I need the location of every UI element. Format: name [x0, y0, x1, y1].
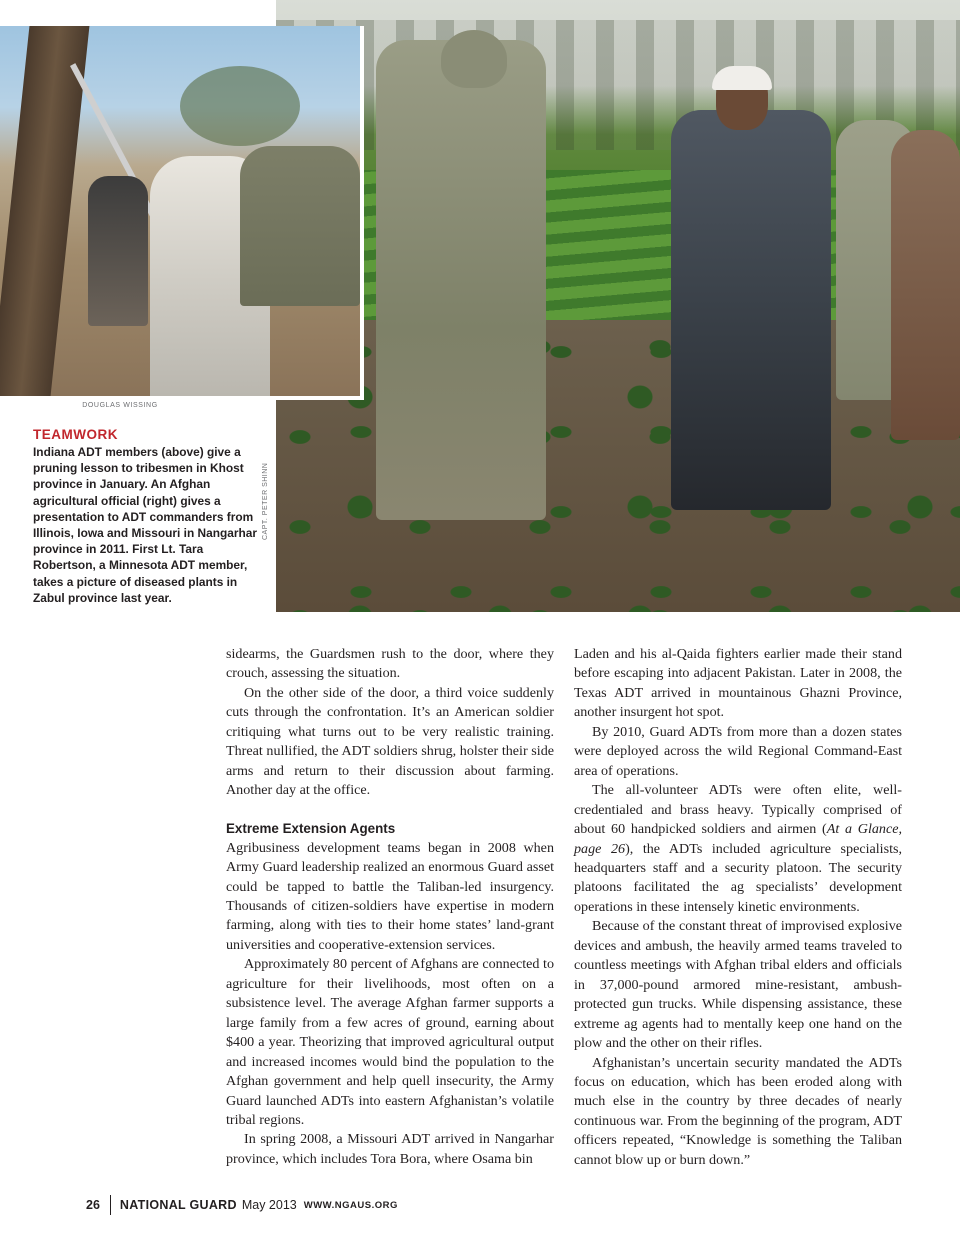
soldier-figure: [376, 40, 546, 520]
magazine-name: NATIONAL GUARD: [119, 1198, 237, 1212]
website-link[interactable]: WWW.NGAUS.ORG: [303, 1199, 398, 1211]
paragraph: On the other side of the door, a third voice suddenly cuts through the confrontation. It’s an American soldier critiquing what turns out to be very realistic training. Threat nullified, the ADT soldiers shrug, holster their side arms and return to their discussion about farming. Another day at the office.: [226, 684, 554, 799]
article-column-left: [226, 645, 554, 1169]
inset-soldiers: [240, 146, 360, 306]
caption-heading: TEAMWORK: [33, 427, 118, 442]
paragraph-text: ), the ADTs included agriculture specialists, headquarters staff and a security platoon. The security platoons facilitated the ag specialists’ development operations in these intensely kinetic environments.: [574, 840, 903, 915]
paragraph: In spring 2008, a Missouri ADT arrived in Nangarhar province, which includes Tora Bora, where Osama bin: [226, 1131, 554, 1167]
official-cap: [712, 66, 772, 90]
inset-tree-trunk: [0, 26, 89, 396]
section-heading: Extreme Extension Agents: [226, 820, 396, 836]
paragraph: Approximately 80 percent of Afghans are connected to agriculture for their livelihoods, most often on a subsistence level. The average Afghan farmer supports a large family from a few acres of ground, earning about $400 a year. Theorizing that improved agricultural output and increased incomes would bind the population to the Afghan government and help quell insecurity, the Army Guard launched ADTs into eastern Afghanistan’s volatile tribal regions.: [226, 956, 554, 1128]
paragraph: sidearms, the Guardsmen rush to the door, where they crouch, assessing the situation.: [226, 646, 554, 682]
afghan-man-figure: [891, 130, 960, 440]
paragraph: [574, 781, 902, 917]
caption-body: Indiana ADT members (above) give a pruning lesson to tribesmen in Khost province in January. An Afghan agricultural official (right) gives a presentation to ADT commanders from Illinois, Iowa and Missouri in Nangarhar province in 2011. First Lt. Tara Robertson, a Minnesota ADT member, takes a picture of diseased plants in Zabul province last year.: [33, 445, 257, 605]
soldier-helmet: [441, 30, 507, 88]
cross-reference: At a Glance, page 26: [574, 821, 902, 857]
main-photo-credit: CAPT. PETER SHINN: [262, 462, 269, 540]
inset-bystanders: [88, 176, 148, 326]
inset-photo-credit: DOUGLAS WISSING: [82, 402, 158, 409]
paragraph: Because of the constant threat of improvised explosive devices and ambush, the heavily armed teams traveled to countless meetings with Afghan tribal elders and officials in 37,000-pound armored mine-resistant, ambush-protected gun trucks. While dispensing assistance, these extreme ag agents had to mentally keep one hand on the plow and the other on their rifles.: [574, 918, 902, 1052]
footer-divider: [110, 1195, 111, 1215]
paragraph-text: The all-volunteer ADTs were often elite, well-credentialed and brass heavy. Typically comprised of about 60 handpicked soldiers and airmen (: [574, 782, 902, 838]
article-column-right: [574, 645, 902, 1170]
page-number: 26: [86, 1198, 100, 1212]
issue-date: May 2013: [241, 1198, 297, 1212]
paragraph: By 2010, Guard ADTs from more than a dozen states were deployed across the wild Regional Command-East area of operations.: [574, 723, 902, 779]
photo-caption: [33, 427, 263, 606]
page-footer: [86, 1195, 398, 1215]
main-photo-farm-presentation: [276, 0, 960, 612]
inset-tree-canopy: [180, 66, 300, 146]
paragraph: Agribusiness development teams began in 2008 when Army Guard leadership realized an enormous Guard asset could be tapped to battle the Taliban-led insurgency. Thousands of citizen-soldiers have expertise in modern farming, along with ties to their home states’ land-grant universities and cooperative-extension services.: [226, 839, 554, 953]
afghan-official-figure: [671, 110, 831, 510]
paragraph: Laden and his al-Qaida fighters earlier made their stand before escaping into adjacent Pakistan. Later in 2008, the Texas ADT arrived in mountainous Ghazni Province, another insurgent hot spot.: [574, 646, 902, 721]
inset-photo-pruning-lesson: [0, 26, 364, 400]
paragraph: Afghanistan’s uncertain security mandated the ADTs focus on education, which has been eroded along with much else in the country by three decades of nearly continuous war. From the beginning of the program, ADT officers repeated, “Knowledge is something the Taliban cannot blow up or burn down.”: [574, 1054, 902, 1168]
